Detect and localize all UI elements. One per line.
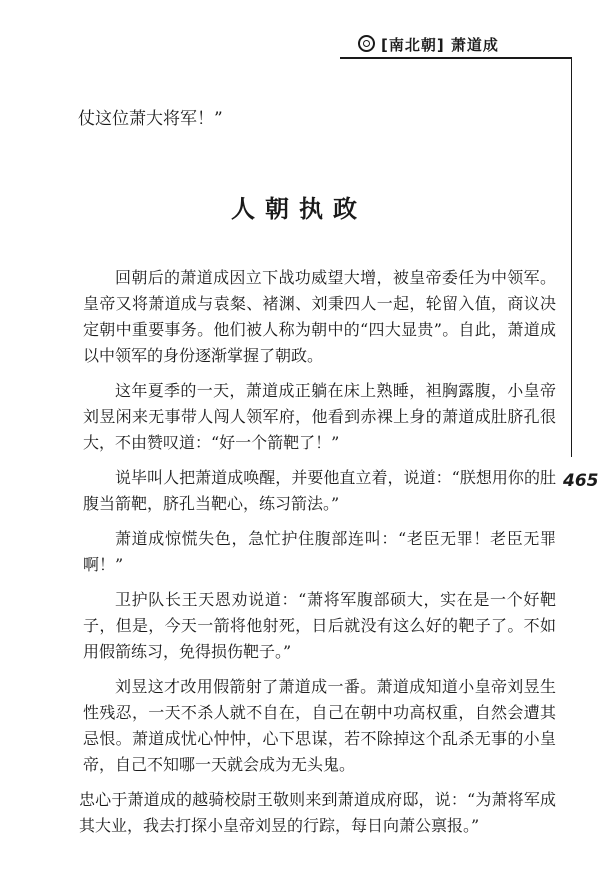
running-header [358, 34, 499, 55]
paragraph: 萧道成惊慌失色，急忙护住腹部连叫：“老臣无罪！老臣无罪啊！” [83, 529, 556, 574]
paragraph: 回朝后的萧道成因立下战功威望大增，被皇帝委任为中领军。皇帝又将萧道成与袁粲、褚渊、刘秉四人一起，轮留入值，商议决定朝中重要事务。他们被人称为朝中的“四大显贵”。自此，萧道成以中领军的身份逐渐掌握了朝政。 [83, 268, 556, 365]
circle-ornament-icon [358, 35, 375, 52]
paragraph: 忠心于萧道成的越骑校尉王敬则来到萧道成府邸，说：“为萧将军成其大业，我去打探小皇帝刘昱的行踪，每日向萧公禀报。” [79, 790, 556, 835]
page-number: 465 [563, 471, 598, 491]
section-title: 人朝执政 [231, 194, 367, 223]
paragraph: 这年夏季的一天，萧道成正躺在床上熟睡，袒胸露腹，小皇帝刘昱闲来无事带人闯人领军府，他看到赤裸上身的萧道成肚脐孔很大，不由赞叹道：“好一个箭靶了！” [83, 381, 556, 452]
continued-line: 仗这位萧大将军！” [78, 109, 223, 129]
body-text [79, 265, 556, 848]
paragraph: 卫护队长王天恩劝说道：“萧将军腹部硕大，实在是一个好靶子，但是，今天一箭将他射死，日后就没有这么好的靶子了。不如用假箭练习，免得损伤靶子。” [83, 590, 556, 661]
book-section-label: [南北朝] 萧道成 [381, 36, 499, 54]
paragraph: 刘昱这才改用假箭射了萧道成一番。萧道成知道小皇帝刘昱生性残忍，一天不杀人就不自在，自己在朝中功高权重，自然会遭其忌恨。萧道成忧心忡忡，心下思谋，若不除掉这个乱杀无事的小皇帝，自己不知哪一天就会成为无头鬼。 [83, 677, 556, 774]
paragraph: 说毕叫人把萧道成唤醒，并要他直立着，说道：“朕想用你的肚腹当箭靶，脐孔当靶心，练习箭法。” [83, 468, 556, 513]
margin-rule [571, 57, 572, 457]
header-rule [340, 57, 572, 59]
